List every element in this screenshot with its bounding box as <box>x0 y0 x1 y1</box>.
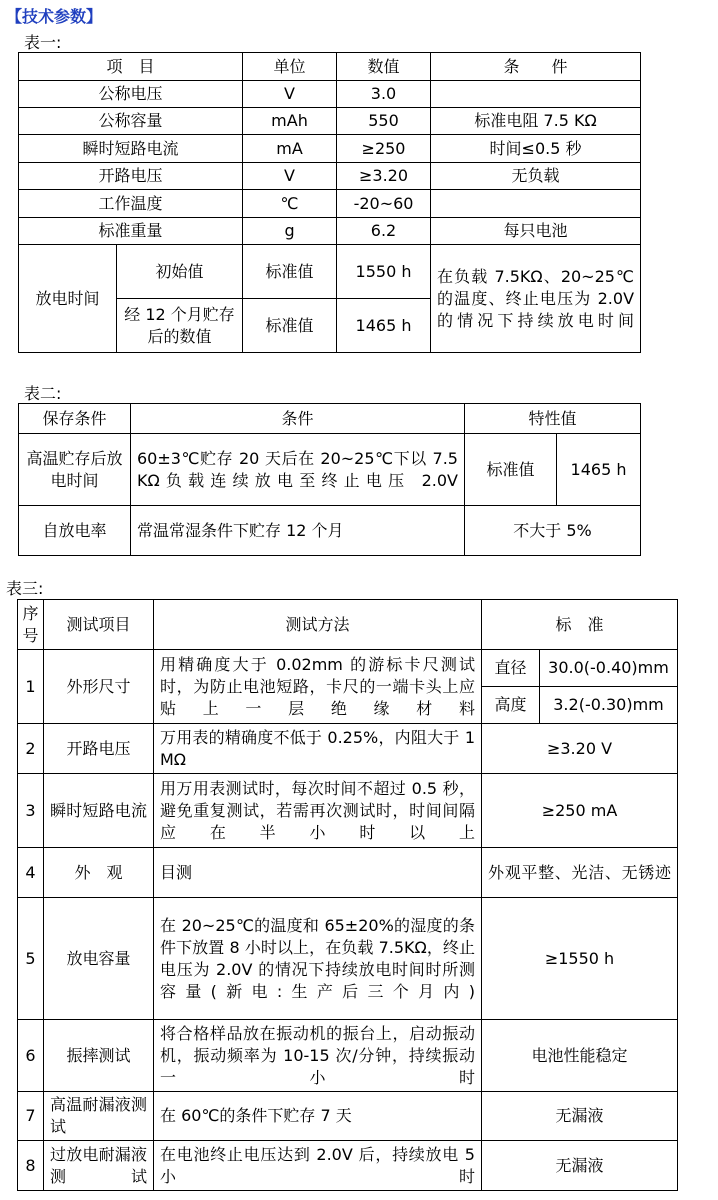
test-method: 在 60℃的条件下贮存 7 天 <box>154 1092 482 1141</box>
storage-condition: 常温常湿条件下贮存 12 个月 <box>131 506 465 556</box>
table-row <box>18 1092 678 1141</box>
table3-header-method: 测试方法 <box>154 600 482 650</box>
table-row <box>18 724 678 774</box>
test-no: 4 <box>18 848 44 898</box>
test-item: 高温耐漏液测试 <box>44 1092 154 1141</box>
test-no: 3 <box>18 774 44 848</box>
table1-header-condition: 条 件 <box>431 53 641 81</box>
test-item: 开路电压 <box>44 724 154 774</box>
discharge-std-label: 标准值 <box>243 299 337 353</box>
table-row <box>18 650 678 687</box>
table-row <box>19 506 641 556</box>
param-value: ≥3.20 <box>337 163 431 190</box>
param-unit: V <box>243 163 337 190</box>
test-method: 用精确度大于 0.02mm 的游标卡尺测试时，为防止电池短路，卡尺的一端卡头上应贴上一层绝缘材料 <box>154 650 482 724</box>
test-standard: 无漏液 <box>482 1092 678 1141</box>
test-method: 在电池终止电压达到 2.0V 后，持续放电 5 小时 <box>154 1141 482 1191</box>
table2-header-storage: 保存条件 <box>19 404 131 434</box>
table-row <box>18 898 678 1020</box>
discharge-std-label: 标准值 <box>243 245 337 299</box>
test-method: 将合格样品放在振动机的振台上，启动振动机，振动频率为 10-15 次/分钟，持续振动一小时 <box>154 1020 482 1092</box>
height-value: 3.2(-0.30)mm <box>540 687 678 724</box>
test-standard: 无漏液 <box>482 1141 678 1191</box>
test-method: 万用表的精确度不低于 0.25%，内阻大于 1MΩ <box>154 724 482 774</box>
test-standard: ≥1550 h <box>482 898 678 1020</box>
table-row <box>18 1141 678 1191</box>
test-no: 8 <box>18 1141 44 1191</box>
test-standard: ≥3.20 V <box>482 724 678 774</box>
discharge-initial-value: 1550 h <box>337 245 431 299</box>
param-condition: 无负载 <box>431 163 641 190</box>
test-item: 瞬时短路电流 <box>44 774 154 848</box>
table3-header-standard: 标 准 <box>482 600 678 650</box>
table-row <box>19 135 641 163</box>
table2-header-characteristic: 特性值 <box>465 404 641 434</box>
discharge-stored-value: 1465 h <box>337 299 431 353</box>
diameter-value: 30.0(-0.40)mm <box>540 650 678 687</box>
storage-name: 自放电率 <box>19 506 131 556</box>
test-no: 5 <box>18 898 44 1020</box>
table1-header-unit: 单位 <box>243 53 337 81</box>
table-row <box>19 190 641 218</box>
param-unit: mA <box>243 135 337 163</box>
storage-value: 1465 h <box>557 434 641 506</box>
table-row <box>19 108 641 135</box>
table-row <box>18 774 678 848</box>
test-no: 2 <box>18 724 44 774</box>
test-no: 7 <box>18 1092 44 1141</box>
storage-std-label: 标准值 <box>465 434 557 506</box>
param-name: 瞬时短路电流 <box>19 135 243 163</box>
table1-header-value: 数值 <box>337 53 431 81</box>
param-unit: V <box>243 81 337 108</box>
discharge-label: 放电时间 <box>19 245 117 353</box>
param-value: 550 <box>337 108 431 135</box>
discharge-condition: 在负载 7.5KΩ、20~25℃的温度、终止电压为 2.0V 的情况下持续放电时间 <box>431 245 641 353</box>
param-condition: 标准电阻 7.5 KΩ <box>431 108 641 135</box>
table3-label: 表三: <box>6 579 44 598</box>
param-value: 3.0 <box>337 81 431 108</box>
table2-label: 表二: <box>24 384 62 403</box>
table3 <box>17 599 678 1191</box>
section-heading: 【技术参数】 <box>6 7 103 26</box>
discharge-initial-label: 初始值 <box>117 245 243 299</box>
diameter-label: 直径 <box>482 650 540 687</box>
param-value: ≥250 <box>337 135 431 163</box>
test-item: 外形尺寸 <box>44 650 154 724</box>
param-condition <box>431 190 641 218</box>
test-standard: 电池性能稳定 <box>482 1020 678 1092</box>
test-item: 外 观 <box>44 848 154 898</box>
param-name: 标准重量 <box>19 218 243 245</box>
test-method: 目测 <box>154 848 482 898</box>
param-value: 6.2 <box>337 218 431 245</box>
test-standard: ≥250 mA <box>482 774 678 848</box>
table-row <box>19 163 641 190</box>
param-name: 公称电压 <box>19 81 243 108</box>
table1-header-row <box>19 53 641 81</box>
test-no: 6 <box>18 1020 44 1092</box>
param-condition: 时间≤0.5 秒 <box>431 135 641 163</box>
table-row <box>19 245 641 299</box>
table1-label: 表一: <box>24 33 62 52</box>
test-standard: 外观平整、光洁、无锈迹 <box>482 848 678 898</box>
table-row <box>18 1020 678 1092</box>
param-unit: g <box>243 218 337 245</box>
table2-header-row <box>19 404 641 434</box>
table-row <box>19 81 641 108</box>
height-label: 高度 <box>482 687 540 724</box>
param-condition: 每只电池 <box>431 218 641 245</box>
storage-condition: 60±3℃贮存 20 天后在 20~25℃下以 7.5KΩ负载连续放电至终止电压 2.0V <box>131 434 465 506</box>
storage-name: 高温贮存后放电时间 <box>19 434 131 506</box>
param-condition <box>431 81 641 108</box>
table1 <box>18 52 641 353</box>
test-method: 在 20~25℃的温度和 65±20%的湿度的条件下放置 8 小时以上，在负载 7.5KΩ，终止电压为 2.0V 的情况下持续放电时间时所测容量(新电:生产后三个月内) <box>154 898 482 1020</box>
param-name: 公称容量 <box>19 108 243 135</box>
test-no: 1 <box>18 650 44 724</box>
param-value: -20~60 <box>337 190 431 218</box>
table3-header-row <box>18 600 678 650</box>
test-item: 过放电耐漏液测试 <box>44 1141 154 1191</box>
table3-header-no: 序号 <box>18 600 44 650</box>
table-row <box>19 434 641 506</box>
table3-header-item: 测试项目 <box>44 600 154 650</box>
storage-value: 不大于 5% <box>465 506 641 556</box>
param-unit: ℃ <box>243 190 337 218</box>
table-row <box>19 218 641 245</box>
test-item: 放电容量 <box>44 898 154 1020</box>
discharge-stored-label: 经 12 个月贮存后的数值 <box>117 299 243 353</box>
table-row <box>18 848 678 898</box>
param-unit: mAh <box>243 108 337 135</box>
table2-header-condition: 条件 <box>131 404 465 434</box>
param-name: 开路电压 <box>19 163 243 190</box>
table1-header-item: 项 目 <box>19 53 243 81</box>
param-name: 工作温度 <box>19 190 243 218</box>
table2 <box>18 403 641 556</box>
test-method: 用万用表测试时，每次时间不超过 0.5 秒，避免重复测试，若需再次测试时，时间间隔应在半小时以上 <box>154 774 482 848</box>
test-item: 振摔测试 <box>44 1020 154 1092</box>
